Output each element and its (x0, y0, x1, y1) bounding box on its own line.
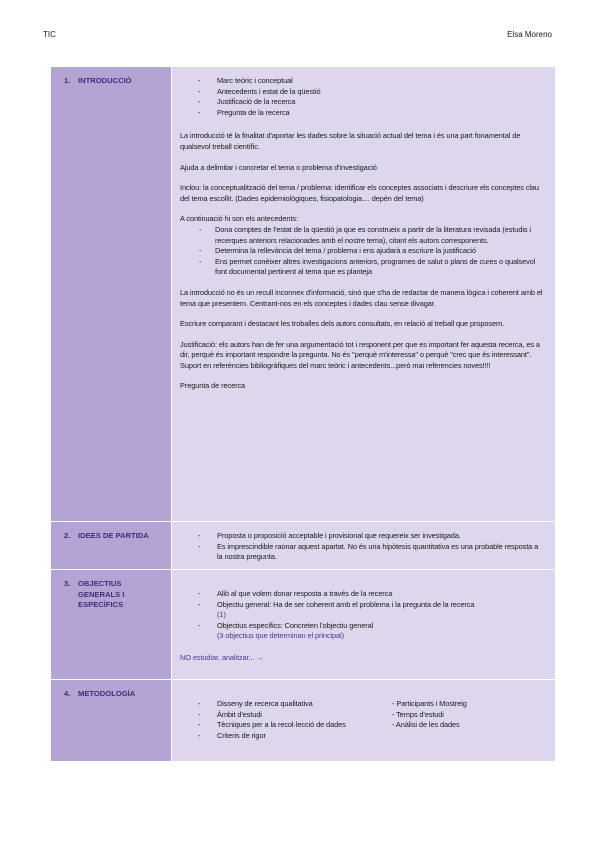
paragraph: Justificació: els autors han de fer una argumentació tot i responent per que es important fer aquesta recerca, es a dir, perquè és important respondre la pregunta. No és "perquè m'interessa" o perquè "crec que és interessant". Suport en referències bibliogràfiques del marc teòric i antecedents...però mai referencies noves!!!! (180, 339, 540, 370)
section-content-cell (172, 680, 556, 762)
section-number: 2. (64, 531, 71, 540)
list-item: - Marc teòric i conceptual (180, 76, 545, 87)
paragraph: A continuació hi son els antecedents: (180, 214, 298, 224)
list-item (180, 589, 545, 600)
objectives-bullet-list (180, 589, 545, 642)
section-label-cell (51, 680, 172, 762)
section-label-cell (51, 67, 172, 522)
header-course: TIC (43, 30, 56, 39)
methodology-right-column (392, 699, 545, 741)
methodology-left-list (180, 699, 392, 741)
paragraph: Escriure comparant i destacant les troballes dels autors consultats, en relació al treball que proposem. (180, 319, 504, 329)
paragraph: Inclou: la conceptualització del tema / problema: identificar els conceptes associats i descriure els conceptes clau del tema escollit. (Dades epidemiològiques, fisiopatologia.... depèn del tema) (180, 183, 539, 203)
list-item: - Determina la rellevància del tema / problema i ens ajudarà a escriure la justificació (180, 246, 545, 257)
list-item (180, 621, 545, 642)
section-methodology (51, 680, 556, 762)
header-author: Elsa Moreno (507, 30, 552, 39)
section-initial-ideas (51, 522, 556, 570)
list-item-text: Allò al que volem donar resposta a través de la recerca (217, 589, 393, 598)
paragraph: La introducció té la finalitat d'aportar les dades sobre la situació actual del tema i és una part fonamental de qualsevol treball científic. (180, 131, 521, 151)
paragraph: Ajuda a delimitar i concretar el tema o problema d'investigació (180, 162, 377, 172)
section-number: 3. (64, 579, 71, 588)
antecedents-list (180, 225, 545, 278)
list-item: - Pregunta de la recerca (180, 108, 545, 119)
section-content-cell (172, 570, 556, 680)
list-item-text: Objectiu general: Ha de ser coherent amb el problema i la pregunta de la recerca (217, 599, 475, 609)
section-content-cell (172, 522, 556, 570)
section-title: METODOLOGÍA (78, 689, 136, 698)
list-item-text: Objectius específics: Concreten l'objectiu general (217, 620, 374, 630)
list-item: - Temps d'estudi (392, 709, 444, 719)
methodology-columns (180, 699, 545, 741)
section-introduction (51, 67, 556, 522)
list-item: - Tècniques per a la recol·lecció de dades (180, 720, 392, 731)
list-item: - Antecedents i estat de la qüestió (180, 87, 545, 98)
list-item: - Participants i Mostreig (392, 699, 467, 708)
objectives-footer-note: NO estudiar, analitzar... → (180, 652, 264, 662)
section-title: INTRODUCCIÓ (78, 76, 132, 85)
list-item: - Criteris de rigor (180, 731, 392, 742)
section-label-cell (51, 522, 172, 570)
list-item: - Proposta o proposició acceptable i provisional que requereix ser investigada. (180, 531, 545, 542)
section-content-cell (172, 67, 556, 522)
list-item: - Ens permet conèixer altres investigacions anteriors, programes de salut o plans de cures o qualsevol font documental pertinent al tema que es planteja (180, 257, 545, 278)
list-item: - Disseny de recerca qualitativa (180, 699, 392, 710)
section-title: IDEES DE PARTIDA (78, 531, 149, 540)
list-item (180, 600, 545, 621)
general-objective-note: (1) (217, 610, 226, 620)
content-table (50, 66, 556, 762)
section-number: 1. (64, 76, 71, 85)
methodology-left-column (180, 699, 392, 741)
list-item: - Anàlisi de les dades (392, 720, 460, 730)
page-header (43, 30, 552, 44)
list-item: - Dona comptes de l'estat de la qüestió ja que es construeix a partir de la literatura revisada (estudis i recerques anteriors relacionades amb el nostre tema), citant els autors corresponents. (180, 225, 545, 246)
paragraph: Pregunta de recerca (180, 381, 246, 391)
section-label-cell (51, 570, 172, 680)
list-item: - Justificació de la recerca (180, 97, 545, 108)
specific-objective-note: (3 objectius que determinan el principal) (217, 631, 344, 641)
section-objectives (51, 570, 556, 680)
methodology-right-list (392, 699, 545, 731)
section-title: OBJECTIUS GENERALS I ESPECÍFICS (78, 579, 125, 610)
list-item: - Es imprescindible raonar aquest apartat. No és una hipòtesis quantitativa es una probable resposta a la nostra pregunta. (180, 542, 545, 563)
list-item: - Àmbit d'estudi (180, 710, 392, 721)
ideas-bullet-list (180, 531, 545, 563)
intro-bullet-list (180, 76, 545, 118)
paragraph: La introducció no és un recull inconnex d'informació, sinó que s'ha de redactar de manera lògica i coherent amb el tema que presentem. Centrant-nos en els conceptes i dades clau sense divagar. (180, 287, 543, 308)
section-number: 4. (64, 689, 71, 698)
